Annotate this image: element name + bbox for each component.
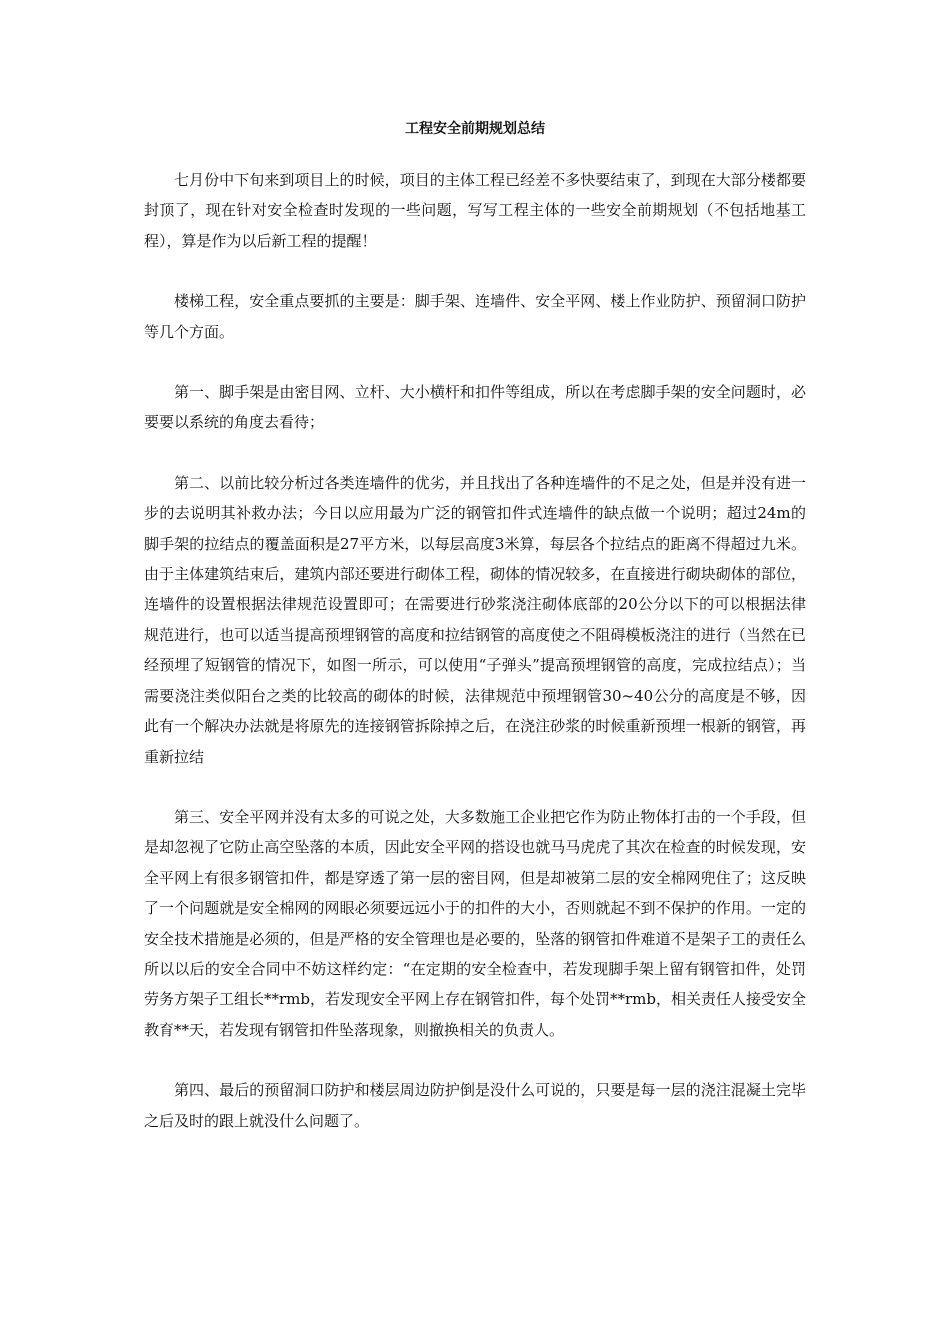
document-title: 工程安全前期规划总结	[405, 121, 545, 137]
paragraph-intro: 七月份中下旬来到项目上的时候，项目的主体工程已经差不多快要结束了，到现在大部分楼都要封顶了，现在针对安全检查时发现的一些问题，写写工程主体的一些安全前期规划（不包括地基工程），算是作为以后新工程的提醒！	[144, 171, 806, 250]
paragraph-openings: 第四、最后的预留洞口防护和楼层周边防护倒是没什么可说的，只要是每一层的浇注混凝土完毕之后及时的跟上就没什么问题了。	[144, 1081, 806, 1130]
paragraph-wall-ties: 第二、以前比较分析过各类连墙件的优劣，并且找出了各种连墙件的不足之处，但是并没有进一步的去说明其补救办法；今日以应用最为广泛的钢管扣件式连墙件的缺点做一个说明；超过24m的脚手架的拉结点的覆盖面积是27平方米，以每层高度3米算，每层各个拉结点的距离不得超过九米。由于主体建筑结束后，建筑内部还要进行砌体工程，砌体的情况较多，在直接进行砌块砌体的部位，连墙件的设置根据法律规范设置即可；在需要进行砂浆浇注砌体底部的20公分以下的可以根据法律规范进行，也可以适当提高预埋钢管的高度和拉结钢管的高度使之不阻碍模板浇注的进行（当然在已经预埋了短钢管的情况下，如图一所示，可以使用“子弹头”提高预埋钢管的高度，完成拉结点）；当需要浇注类似阳台之类的比较高的砌体的时候，法律规范中预埋钢管30~40公分的高度是不够，因此有一个解决办法就是将原先的连接钢管拆除掉之后，在浇注砂浆的时候重新预埋一根新的钢管，再重新拉结	[144, 473, 806, 766]
paragraph-overview: 楼梯工程，安全重点要抓的主要是：脚手架、连墙件、安全平网、楼上作业防护、预留洞口防护等几个方面。	[144, 292, 806, 341]
paragraph-safety-net: 第三、安全平网并没有太多的可说之处，大多数施工企业把它作为防止物体打击的一个手段，但是却忽视了它防止高空坠落的本质，因此安全平网的搭设也就马马虎虎了其次在检查的时候发现，安全平网上有很多钢管扣件，都是穿透了第一层的密目网，但是却被第二层的安全棉网兜住了；这反映了一个问题就是安全棉网的网眼必须要远远小于的扣件的大小，否则就起不到不保护的作用。一定的安全技术措施是必须的，但是严格的安全管理也是必要的，坠落的钢管扣件难道不是架子工的责任么所以以后的安全合同中不妨这样约定：“在定期的安全检查中，若发现脚手架上留有钢管扣件，处罚劳务方架子工组长**rmb，若发现安全平网上存在钢管扣件，每个处罚**rmb，相关责任人接受安全教育**天，若发现有钢管扣件坠落现象，则撤换相关的负责人。	[144, 807, 806, 1039]
document-body	[144, 165, 806, 1166]
paragraph-scaffold: 第一、脚手架是由密目网、立杆、大小横杆和扣件等组成，所以在考虑脚手架的安全问题时，必要要以系统的角度去看待；	[144, 383, 806, 432]
